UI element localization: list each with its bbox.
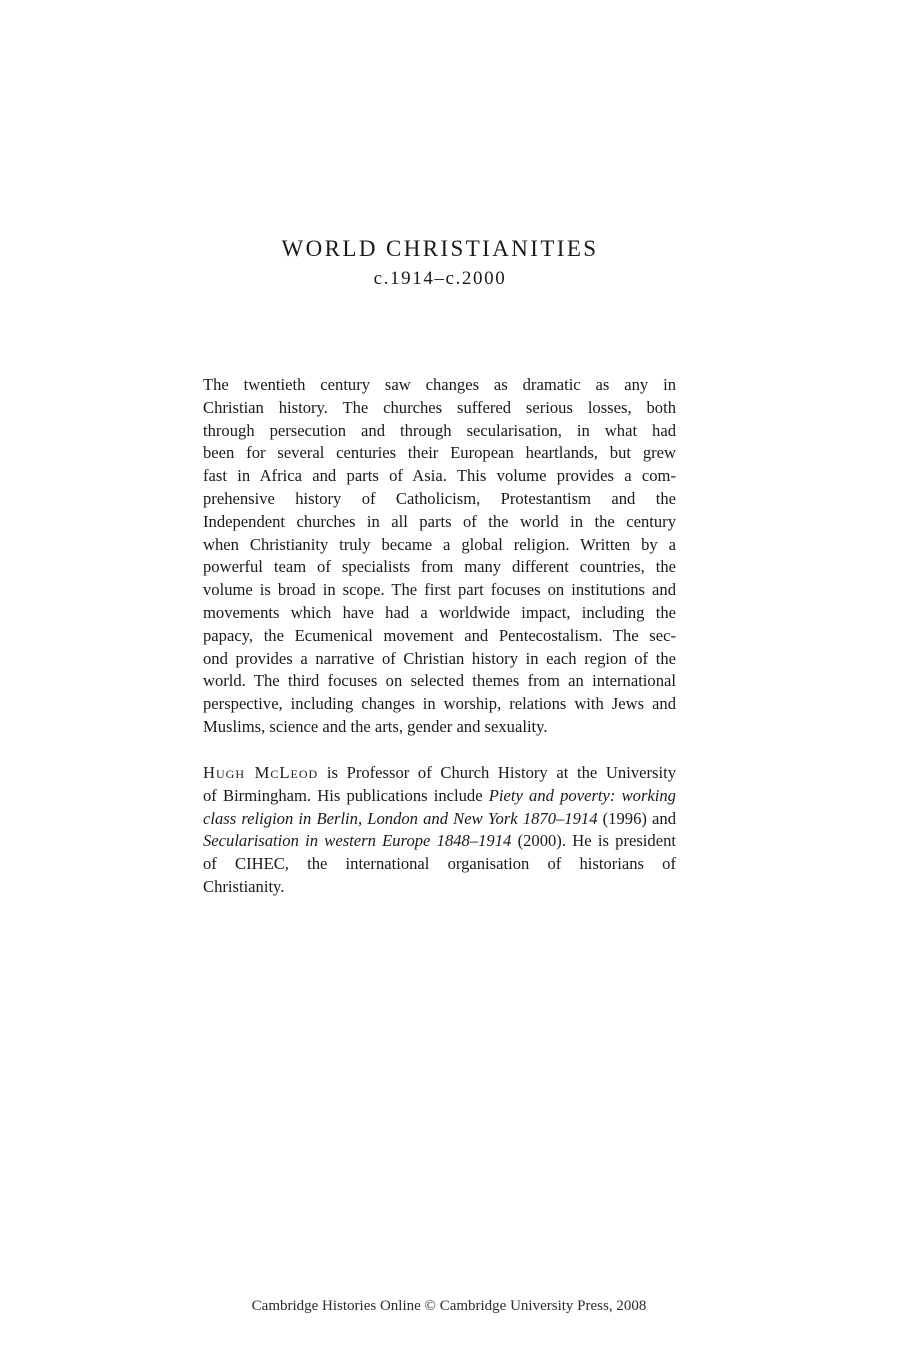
book-description	[203, 374, 676, 739]
description-line: movements which have had a worldwide impact, including the	[203, 602, 676, 622]
description-line: Christian history. The churches suffered serious losses, both	[203, 397, 676, 417]
bio-text: of Birmingham. His publications include	[203, 785, 489, 805]
description-line: Muslims, science and the arts, gender and sexuality.	[203, 716, 548, 736]
bio-line: Christianity.	[203, 876, 285, 896]
description-line: papacy, the Ecumenical movement and Pentecostalism. The sec-	[203, 625, 676, 645]
author-name: Hugh McLeod	[203, 763, 319, 782]
author-bio	[203, 762, 676, 899]
description-line: powerful team of specialists from many different countries, the	[203, 557, 676, 577]
description-line: volume is broad in scope. The first part focuses on institutions and	[203, 580, 676, 600]
description-line: prehensive history of Catholicism, Protestantism and the	[203, 488, 676, 508]
book-title-piety-and-poverty-cont: class religion in Berlin, London and New York 1870–1914	[203, 808, 598, 828]
bio-line	[203, 830, 676, 853]
description-line: through persecution and through secularisation, in what had	[203, 420, 676, 440]
description-line: The twentieth century saw changes as dramatic as any in	[203, 375, 676, 394]
description-line: when Christianity truly became a global religion. Written by a	[203, 534, 676, 554]
book-subtitle-dates: c.1914–c.2000	[373, 268, 507, 289]
bio-text: (1996) and	[597, 808, 677, 828]
bio-text: (2000). He is president	[511, 831, 676, 851]
description-line: ond provides a narrative of Christian history in each region of the	[203, 648, 676, 668]
bio-line	[203, 808, 676, 831]
bio-line	[203, 785, 676, 808]
description-line: Independent churches in all parts of the world in the century	[203, 511, 676, 531]
bio-line	[203, 762, 676, 785]
book-title: WORLD CHRISTIANITIES	[281, 236, 599, 261]
book-title-piety-and-poverty: Piety and poverty: working	[488, 785, 676, 805]
bio-text: is Professor of Church History at the University	[318, 763, 676, 782]
description-line: fast in Africa and parts of Asia. This volume provides a com-	[203, 466, 676, 486]
description-line: been for several centuries their European heartlands, but grew	[203, 443, 676, 463]
book-title-secularisation: Secularisation in western Europe 1848–1914	[203, 831, 512, 851]
description-line: world. The third focuses on selected themes from an international	[203, 671, 676, 691]
bio-line: of CIHEC, the international organisation of historians of	[203, 854, 676, 874]
copyright-footer: Cambridge Histories Online © Cambridge University Press, 2008	[251, 1298, 647, 1314]
description-line: perspective, including changes in worship, relations with Jews and	[203, 694, 676, 714]
